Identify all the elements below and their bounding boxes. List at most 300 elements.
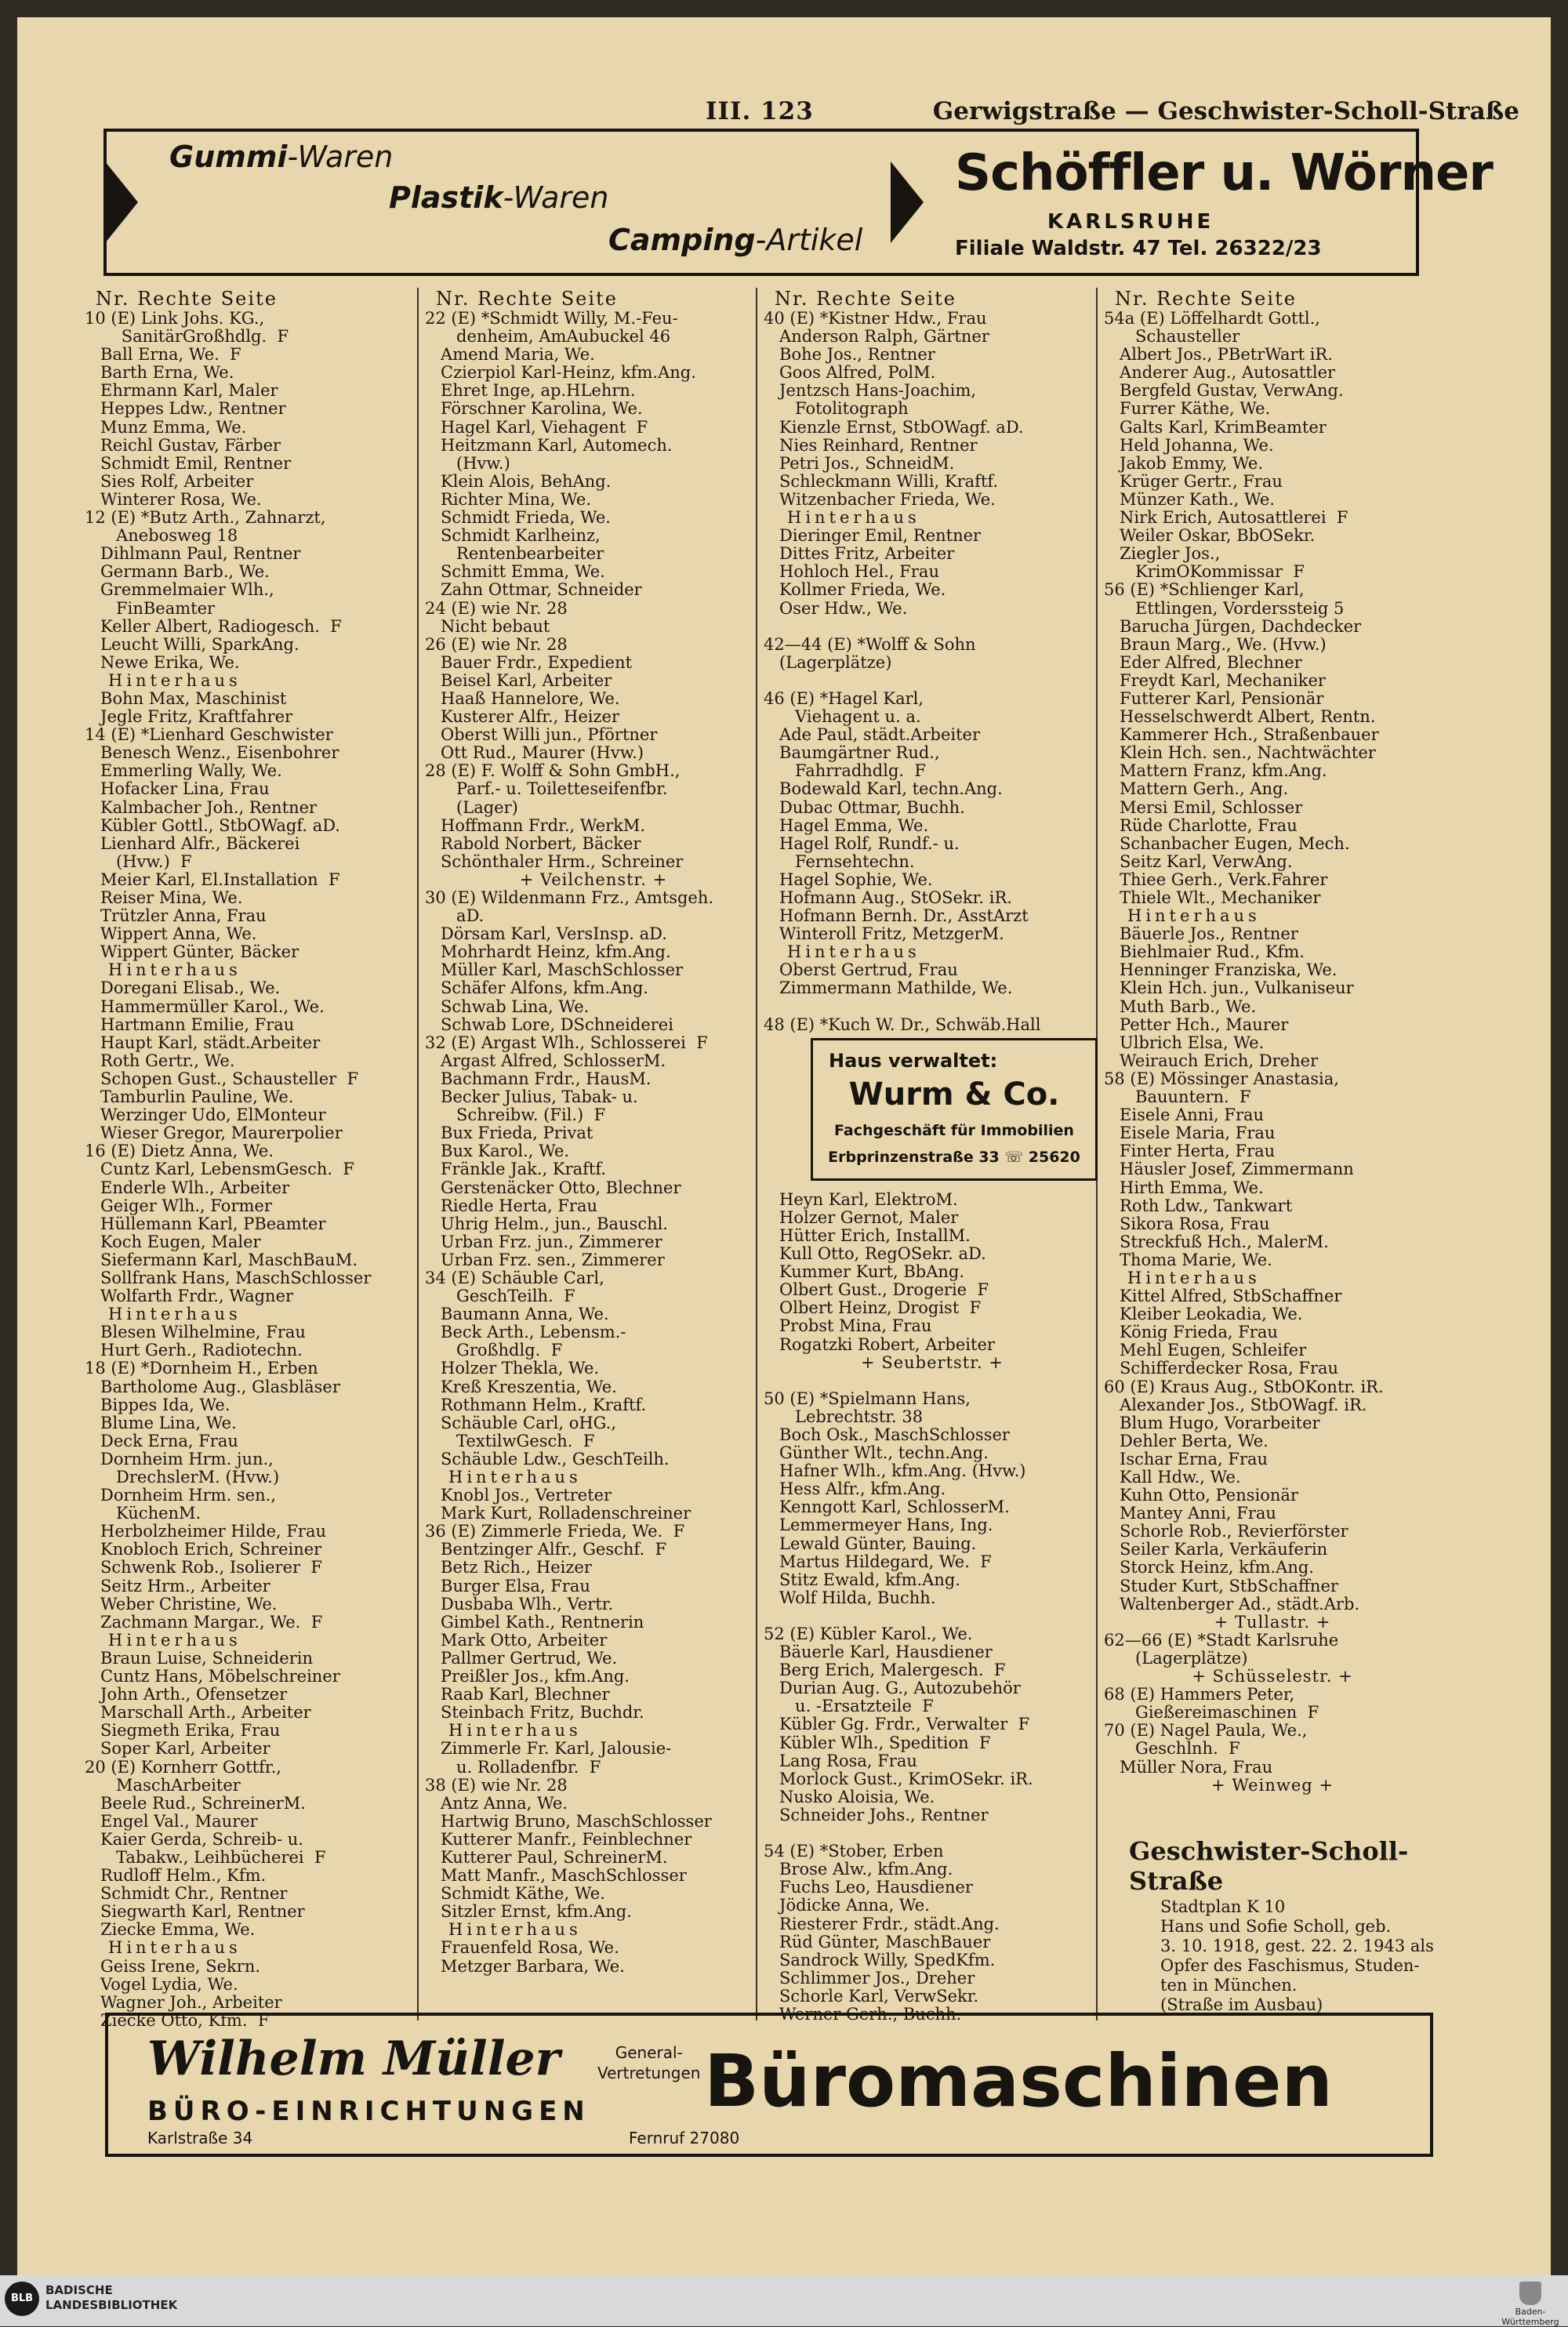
directory-entry: Hütter Erich, InstallM. (764, 1225, 971, 1245)
directory-entry: 14 (E) *Lienhard Geschwister (85, 725, 333, 745)
column-header: Nr. Rechte Seite (96, 288, 278, 310)
directory-entry: 40 (E) *Kistner Hdw., Frau (764, 309, 987, 328)
directory-entry: Schifferdecker Rosa, Frau (1104, 1359, 1339, 1378)
directory-entry: Bäuerle Karl, Hausdiener (764, 1643, 993, 1662)
directory-entry: 62—66 (E) *Stadt Karlsruhe (1104, 1630, 1339, 1650)
directory-entry: Witzenbacher Frieda, We. (764, 489, 996, 509)
directory-entry: Bippes Ida, We. (85, 1395, 230, 1414)
directory-entry: Braun Luise, Schneiderin (85, 1648, 313, 1668)
directory-entry: Rentenbearbeiter (425, 544, 604, 564)
directory-entry: Wippert Günter, Bäcker (85, 942, 299, 962)
directory-entry: Dornheim Hrm. sen., (85, 1486, 277, 1505)
directory-entry: Emmerling Wally, We. (85, 761, 282, 781)
directory-entry: Jakob Emmy, We. (1104, 453, 1264, 473)
directory-entry: Ehrmann Karl, Maler (85, 381, 278, 401)
directory-entry: Riedle Herta, Frau (425, 1196, 597, 1215)
directory-entry: Kalmbacher Joh., Rentner (85, 797, 318, 817)
directory-entry: Fuchs Leo, Hausdiener (764, 1878, 973, 1897)
directory-entry: Lang Rosa, Frau (764, 1751, 917, 1770)
rear-building-label: Hinterhaus (108, 1630, 241, 1650)
directory-entry: Burger Elsa, Frau (425, 1576, 590, 1596)
directory-entry: Fotolitograph (764, 399, 909, 419)
directory-entry: Amend Maria, We. (425, 345, 595, 365)
directory-entry: Kaier Gerda, Schreib- u. (85, 1829, 303, 1849)
directory-entry: Bodewald Karl, techn.Ang. (764, 779, 1003, 799)
directory-entry: (Lagerplätze) (764, 652, 892, 672)
directory-entry: Schorle Karl, VerwSekr. (764, 1986, 979, 2006)
directory-entry: Storck Heinz, kfm.Ang. (1104, 1558, 1314, 1577)
directory-entry: Metzger Barbara, We. (425, 1956, 625, 1976)
directory-entry: Viehagent u. a. (764, 707, 921, 727)
spacer (764, 672, 1101, 690)
directory-entry: 50 (E) *Spielmann Hans, (764, 1389, 971, 1408)
directory-entry: KüchenM. (85, 1504, 201, 1523)
directory-entry: Müller Karl, MaschSchlosser (425, 960, 684, 980)
directory-entry: Hafner Wlh., kfm.Ang. (Hvw.) (764, 1461, 1026, 1481)
directory-entry: 22 (E) *Schmidt Willy, M.-Feu- (425, 309, 678, 328)
directory-entry: (Hvw.) (425, 453, 510, 473)
directory-entry: Albert Jos., PBetrWart iR. (1104, 345, 1333, 365)
directory-entry: Wolf Hilda, Buchh. (764, 1588, 936, 1607)
directory-entry: 10 (E) Link Johs. KG., (85, 309, 265, 328)
column-header: Nr. Rechte Seite (1115, 288, 1297, 310)
directory-entry: Mantey Anni, Frau (1104, 1504, 1276, 1523)
directory-entry: 32 (E) Argast Wlh., Schlosserei F (425, 1033, 708, 1052)
directory-entry: Mattern Franz, kfm.Ang. (1104, 761, 1327, 781)
directory-entry: Schäfer Alfons, kfm.Ang. (425, 978, 648, 998)
directory-entry: Bergfeld Gustav, VerwAng. (1104, 381, 1344, 401)
directory-entry: DrechslerM. (Hvw.) (85, 1468, 280, 1487)
ad-label: Haus verwaltet: (829, 1050, 998, 1072)
directory-entry: Morlock Gust., KrimOSekr. iR. (764, 1769, 1033, 1788)
directory-entry: Geschlnh. F (1104, 1739, 1240, 1759)
directory-entry: 52 (E) Kübler Karol., We. (764, 1625, 973, 1643)
street-section-title: Geschwister-Scholl- Straße (1129, 1836, 1409, 1896)
directory-entry: Günther Wlt., techn.Ang. (764, 1443, 989, 1463)
street-note: 3. 10. 1918, gest. 22. 2. 1943 als (1160, 1937, 1434, 1955)
page-header (17, 97, 1551, 129)
directory-entry: Petri Jos., SchneidM. (764, 453, 955, 473)
directory-entry: Eisele Anni, Frau (1104, 1105, 1265, 1125)
directory-entry: Biehlmaier Rud., Kfm. (1104, 942, 1305, 962)
directory-entry: Oser Hdw., We. (764, 598, 908, 618)
ad-branch: Filiale Waldstr. 47 Tel. 26322/23 (955, 237, 1322, 260)
directory-entry: Parf.- u. Toiletteseifenfbr. (425, 779, 668, 799)
directory-entry: Sies Rolf, Arbeiter (85, 471, 254, 491)
directory-entry: 28 (E) F. Wolff & Sohn GmbH., (425, 761, 681, 781)
directory-entry: Jentzsch Hans-Joachim, (764, 381, 977, 401)
directory-entry: Bauuntern. F (1104, 1087, 1251, 1107)
directory-entry: SanitärGroßhdlg. F (85, 327, 289, 347)
directory-entry: Hofmann Aug., StOSekr. iR. (764, 888, 1012, 907)
directory-entry: Reiser Mina, We. (85, 888, 243, 907)
directory-entry: Urban Frz. jun., Zimmerer (425, 1232, 662, 1251)
directory-entry: Werner Gerh., Buchh. (764, 2004, 962, 2024)
directory-entry: Wagner Joh., Arbeiter (85, 1992, 282, 2012)
directory-entry: Kammerer Hch., Straßenbauer (1104, 725, 1379, 745)
rear-building-label: Hinterhaus (448, 1468, 582, 1487)
directory-entry: Anebosweg 18 (85, 526, 238, 546)
directory-entry: KrimOKommissar F (1104, 562, 1305, 582)
directory-entry: Nusko Aloisia, We. (764, 1787, 935, 1806)
directory-entry: Hoffmann Frdr., WerkM. (425, 815, 646, 835)
directory-entry: Haupt Karl, städt.Arbeiter (85, 1033, 321, 1052)
directory-entry: Zachmann Margar., We. F (85, 1612, 323, 1632)
directory-entry: Steinbach Fritz, Buchdr. (425, 1703, 644, 1723)
directory-entry: Kummer Kurt, BbAng. (764, 1262, 965, 1282)
rear-building-label: Hinterhaus (108, 1938, 241, 1958)
directory-entry: Freydt Karl, Mechaniker (1104, 670, 1326, 690)
directory-entry: 58 (E) Mössinger Anastasia, (1104, 1069, 1339, 1088)
directory-entry: Holzer Gernot, Maler (764, 1207, 959, 1227)
directory-entry: Kall Hdw., We. (1104, 1468, 1241, 1487)
cross-street-label: + Tullastr. + (1214, 1612, 1331, 1632)
library-logo-icon[interactable]: BLB (5, 2282, 39, 2316)
directory-entry: Schmidt Frieda, We. (425, 508, 611, 528)
directory-entry: Fernsehtechn. (764, 851, 915, 871)
cross-street-label: + Seubertstr. + (861, 1352, 1004, 1372)
directory-entry: (Hvw.) F (85, 851, 192, 871)
directory-entry: Schmidt Karlheinz, (425, 526, 601, 546)
directory-entry: Schmidt Chr., Rentner (85, 1884, 288, 1904)
column-header: Nr. Rechte Seite (436, 288, 618, 310)
directory-entry: GeschTeilh. F (425, 1287, 575, 1306)
directory-entry: Mattern Gerh., Ang. (1104, 779, 1289, 799)
directory-entry: Jegle Fritz, Kraftfahrer (85, 707, 293, 727)
directory-entry: Schwab Lina, We. (425, 997, 590, 1016)
directory-entry: Häusler Josef, Zimmermann (1104, 1160, 1354, 1179)
rear-building-label: Hinterhaus (1127, 906, 1261, 926)
ad-line-rubber: Gummi-Waren (169, 140, 394, 174)
directory-entry: Gremmelmaier Wlh., (85, 580, 274, 600)
directory-entry: Schorle Rob., Revierförster (1104, 1522, 1348, 1541)
directory-entry: Schwab Lore, DSchneiderei (425, 1015, 673, 1034)
street-note: (Straße im Ausbau) (1160, 1995, 1323, 2014)
directory-entry: Czierpiol Karl-Heinz, kfm.Ang. (425, 363, 696, 383)
ad-headline: Büromaschinen (704, 2039, 1333, 2123)
rear-building-label: Hinterhaus (787, 942, 920, 962)
directory-entry: 16 (E) Dietz Anna, We. (85, 1142, 274, 1161)
directory-entry: Dörsam Karl, VersInsp. aD. (425, 924, 667, 944)
rear-building-label: Hinterhaus (448, 1721, 582, 1741)
directory-entry: Held Johanna, We. (1104, 435, 1274, 455)
directory-entry: Nicht bebaut (425, 616, 550, 636)
directory-entry: Enderle Wlh., Arbeiter (85, 1178, 290, 1197)
directory-entry: Doregani Elisab., We. (85, 978, 281, 998)
directory-entry: Klein Hch. sen., Nachtwächter (1104, 743, 1376, 763)
directory-entry: 36 (E) Zimmerle Frieda, We. F (425, 1522, 685, 1541)
directory-entry: Martus Hildegard, We. F (764, 1552, 992, 1571)
directory-entry: Anderson Ralph, Gärtner (764, 327, 989, 347)
directory-entry: Wieser Gregor, Maurerpolier (85, 1124, 343, 1143)
directory-entry: Olbert Gust., Drogerie F (764, 1280, 989, 1300)
directory-entry: Eisele Maria, Frau (1104, 1124, 1276, 1143)
directory-entry: Galts Karl, KrimBeamter (1104, 417, 1327, 437)
ad-firm-name: Wurm & Co. (848, 1076, 1060, 1113)
directory-entry: Kleiber Leokadia, We. (1104, 1305, 1303, 1324)
directory-entry: Wippert Anna, We. (85, 924, 257, 944)
directory-entry: Schäuble Carl, oHG., (425, 1413, 617, 1432)
property-management-ad (811, 1038, 1098, 1181)
directory-entry: Hohloch Hel., Frau (764, 562, 939, 582)
directory-entry: Hirth Emma, We. (1104, 1178, 1264, 1197)
directory-entry: Sollfrank Hans, MaschSchlosser (85, 1268, 372, 1287)
directory-entry: Cuntz Hans, Möbelschreiner (85, 1667, 340, 1686)
directory-entry: Nies Reinhard, Rentner (764, 435, 978, 455)
directory-entry: Rabold Norbert, Bäcker (425, 833, 641, 853)
directory-entry: Deck Erna, Frau (85, 1431, 238, 1450)
directory-entry: Ball Erna, We. F (85, 345, 241, 365)
library-name: BADISCHE LANDESBIBLIOTHEK (45, 2283, 178, 2312)
directory-entry: Krüger Gertr., Frau (1104, 471, 1283, 491)
directory-entry: Muth Barb., We. (1104, 997, 1257, 1016)
directory-entry: Schausteller (1104, 327, 1240, 347)
directory-entry: 38 (E) wie Nr. 28 (425, 1775, 568, 1795)
directory-entry: Bentzinger Alfr., Geschf. F (425, 1540, 667, 1559)
directory-entry: 24 (E) wie Nr. 28 (425, 598, 568, 618)
directory-entry: Blum Hugo, Vorarbeiter (1104, 1413, 1320, 1432)
directory-entry: Sitzler Ernst, kfm.Ang. (425, 1902, 632, 1922)
directory-entry: König Frieda, Frau (1104, 1323, 1278, 1342)
directory-entry: Weirauch Erich, Dreher (1104, 1051, 1319, 1070)
directory-entry: Bohn Max, Maschinist (85, 688, 287, 708)
directory-entry: Knobl Jos., Vertreter (425, 1486, 612, 1505)
directory-entry: Zimmerle Fr. Karl, Jalousie- (425, 1739, 672, 1759)
directory-entry: Beisel Karl, Arbeiter (425, 670, 612, 690)
directory-entry: Bux Frieda, Privat (425, 1124, 593, 1143)
street-note: Stadtplan K 10 (1160, 1897, 1286, 1916)
directory-entry: Futterer Karl, Pensionär (1104, 688, 1324, 708)
directory-entry: Werzinger Udo, ElMonteur (85, 1105, 326, 1125)
directory-entry: Riesterer Frdr., städt.Ang. (764, 1914, 1000, 1933)
directory-entry: Lienhard Alfr., Bäckerei (85, 833, 300, 853)
directory-entry: Olbert Heinz, Drogist F (764, 1298, 982, 1318)
directory-entry: Schanbacher Eugen, Mech. (1104, 833, 1350, 853)
directory-entry: Schopen Gust., Schausteller F (85, 1069, 359, 1088)
directory-entry: Weiler Oskar, BbOSekr. (1104, 526, 1316, 546)
directory-entry: Waltenberger Ad., städt.Arb. (1104, 1594, 1360, 1614)
directory-column-4 (1104, 288, 1441, 2013)
directory-entry: Antz Anna, We. (425, 1793, 568, 1813)
directory-entry: Schmitt Emma, We. (425, 562, 605, 582)
spacer (764, 998, 1101, 1016)
directory-entry: Lewald Günter, Bauing. (764, 1534, 977, 1553)
directory-entry: Goos Alfred, PolM. (764, 363, 936, 383)
directory-entry: Thoma Marie, We. (1104, 1250, 1272, 1269)
directory-entry: Ziecke Otto, Kfm. F (85, 2010, 270, 2030)
directory-entry: Bachmann Frdr., HausM. (425, 1069, 652, 1088)
directory-entry: u. -Ersatzteile F (764, 1697, 934, 1716)
directory-entry: Betz Rich., Heizer (425, 1558, 592, 1577)
directory-entry: Jödicke Anna, We. (764, 1896, 930, 1915)
directory-entry: Roth Ldw., Tankwart (1104, 1196, 1293, 1215)
directory-entry: Fränkle Jak., Kraftf. (425, 1160, 607, 1179)
directory-entry: Hurt Gerh., Radiotechn. (85, 1341, 303, 1360)
spacer (764, 618, 1101, 636)
directory-entry: Herbolzheimer Hilde, Frau (85, 1522, 327, 1541)
directory-entry: Probst Mina, Frau (764, 1316, 932, 1336)
directory-entry: Studer Kurt, StbSchaffner (1104, 1576, 1338, 1596)
directory-entry: Blume Lina, We. (85, 1413, 237, 1432)
directory-entry: Weber Christine, We. (85, 1594, 278, 1614)
directory-entry: Ziegler Jos., (1104, 544, 1221, 564)
directory-entry: Schleckmann Willi, Kraftf. (764, 471, 999, 491)
directory-entry: Geiger Wlh., Former (85, 1196, 272, 1215)
arrow-icon (891, 162, 924, 243)
directory-entry: Siegwarth Karl, Rentner (85, 1902, 305, 1922)
directory-entry: 26 (E) wie Nr. 28 (425, 634, 568, 654)
ad-firm-name: Schöffler u. Wörner (955, 144, 1493, 202)
rear-building-label: Hinterhaus (787, 508, 920, 528)
directory-entry: Ischar Erna, Frau (1104, 1449, 1269, 1468)
spacer (764, 1607, 1101, 1625)
directory-entry: Heppes Ldw., Rentner (85, 399, 286, 419)
directory-entry: Benesch Wenz., Eisenbohrer (85, 743, 339, 763)
ad-subtitle: BÜRO-EINRICHTUNGEN (147, 2096, 590, 2127)
directory-entry: Barucha Jürgen, Dachdecker (1104, 616, 1362, 636)
directory-entry: Argast Alfred, SchlosserM. (425, 1051, 666, 1070)
directory-entry: Baumann Anna, We. (425, 1305, 609, 1324)
bottom-advertisement (105, 2013, 1433, 2157)
directory-entry: Kübler Gg. Frdr., Verwalter F (764, 1715, 1030, 1734)
directory-entry: Bäuerle Jos., Rentner (1104, 924, 1298, 944)
directory-entry: Seitz Hrm., Arbeiter (85, 1576, 270, 1596)
directory-entry: Tamburlin Pauline, We. (85, 1087, 294, 1107)
directory-entry: Münzer Kath., We. (1104, 489, 1275, 509)
directory-entry: Schönthaler Hrm., Schreiner (425, 851, 684, 871)
directory-entry: (Lager) (425, 797, 518, 817)
directory-entry: Dusbaba Wlh., Vertr. (425, 1594, 614, 1614)
directory-entry: Preißler Jos., kfm.Ang. (425, 1667, 630, 1686)
directory-entry: Tabakw., Leihbücherei F (85, 1847, 326, 1867)
directory-entry: Förschner Karolina, We. (425, 399, 643, 419)
directory-entry: Klein Alois, BehAng. (425, 471, 612, 491)
directory-entry: Hagel Sophie, We. (764, 869, 933, 889)
directory-entry: Winterer Rosa, We. (85, 489, 262, 509)
directory-entry: 54a (E) Löffelhardt Gottl., (1104, 309, 1320, 328)
directory-entry: Nirk Erich, Autosattlerei F (1104, 508, 1348, 528)
directory-entry: Dieringer Emil, Rentner (764, 526, 982, 546)
directory-entry: Heitzmann Karl, Automech. (425, 435, 673, 455)
directory-entry: Hofmann Bernh. Dr., AsstArzt (764, 906, 1029, 926)
viewer-footer (0, 2275, 1568, 2326)
directory-entry: Ade Paul, städt.Arbeiter (764, 725, 981, 745)
directory-entry: Dittes Fritz, Arbeiter (764, 544, 955, 564)
directory-entry: MaschArbeiter (85, 1775, 241, 1795)
directory-entry: Alexander Jos., StbOWagf. iR. (1104, 1395, 1367, 1414)
directory-entry: Sikora Rosa, Frau (1104, 1214, 1270, 1233)
directory-entry: Rüd Günter, MaschBauer (764, 1932, 991, 1951)
directory-entry: Furrer Käthe, We. (1104, 399, 1271, 419)
directory-entry: Hammermüller Karol., We. (85, 997, 325, 1016)
directory-entry: Rüde Charlotte, Frau (1104, 815, 1298, 835)
directory-entry: Berg Erich, Malergesch. F (764, 1661, 1006, 1680)
directory-entry: Raab Karl, Blechner (425, 1685, 610, 1704)
directory-entry: Bohe Jos., Rentner (764, 345, 935, 365)
directory-entry: 68 (E) Hammers Peter, (1104, 1685, 1295, 1704)
directory-entry: Soper Karl, Arbeiter (85, 1739, 270, 1759)
directory-entry: Schreibw. (Fil.) F (425, 1105, 606, 1125)
directory-entry: Keller Albert, Radiogesch. F (85, 616, 342, 636)
directory-entry: Schneider Johs., Rentner (764, 1805, 989, 1824)
street-note: ten in München. (1160, 1976, 1298, 1995)
ad-phone: Fernruf 27080 (629, 2129, 740, 2147)
directory-entry: Gerstenäcker Otto, Blechner (425, 1178, 681, 1197)
page-title: Gerwigstraße — Geschwister-Scholl-Straße (932, 97, 1519, 125)
arrow-icon (105, 162, 138, 243)
directory-entry: 56 (E) *Schlienger Karl, (1104, 580, 1305, 600)
directory-entry: 30 (E) Wildenmann Frz., Amtsgeh. (425, 888, 714, 907)
cross-street-label: + Veilchenstr. + (519, 869, 668, 889)
directory-entry: Rogatzki Robert, Arbeiter (764, 1334, 995, 1354)
directory-entry: Heyn Karl, ElektroM. (764, 1189, 958, 1209)
directory-column-1 (85, 288, 422, 2030)
directory-entry: Vogel Lydia, We. (85, 1974, 238, 1994)
directory-entry: Kutterer Paul, SchreinerM. (425, 1847, 668, 1867)
directory-entry: Hartmann Emilie, Frau (85, 1015, 295, 1034)
cross-street-label: + Weinweg + (1211, 1775, 1334, 1795)
column-header: Nr. Rechte Seite (775, 288, 956, 310)
directory-entry: Brose Alw., kfm.Ang. (764, 1860, 953, 1879)
directory-entry: Dihlmann Paul, Rentner (85, 544, 301, 564)
directory-entry: John Arth., Ofensetzer (85, 1685, 288, 1704)
directory-entry: Ott Rud., Maurer (Hvw.) (425, 743, 644, 763)
directory-entry: Mersi Emil, Schlosser (1104, 797, 1303, 817)
spacer (764, 1824, 1101, 1842)
ad-role: General- Vertretungen (597, 2043, 701, 2082)
directory-entry: Germann Barb., We. (85, 562, 270, 582)
ad-address: Erbprinzenstraße 33 ☏ 25620 (828, 1149, 1080, 1166)
directory-entry: Kittel Alfred, StbSchaffner (1104, 1287, 1342, 1306)
directory-entry: Hüllemann Karl, PBeamter (85, 1214, 326, 1233)
directory-entry: Beck Arth., Lebensm.- (425, 1323, 626, 1342)
directory-entry: Sandrock Willy, SpedKfm. (764, 1950, 996, 1969)
directory-entry: Kull Otto, RegOSekr. aD. (764, 1244, 986, 1264)
directory-entry: Finter Herta, Frau (1104, 1142, 1276, 1161)
directory-entry: Reichl Gustav, Färber (85, 435, 281, 455)
directory-entry: Schlimmer Jos., Dreher (764, 1968, 975, 1988)
directory-entry: Hagel Emma, We. (764, 815, 929, 835)
directory-entry: Stitz Ewald, kfm.Ang. (764, 1570, 960, 1589)
directory-entry: Wolfarth Frdr., Wagner (85, 1287, 294, 1306)
directory-entry: Matt Manfr., MaschSchlosser (425, 1866, 687, 1886)
directory-entry: Siegmeth Erika, Frau (85, 1721, 281, 1741)
rear-building-label: Hinterhaus (1127, 1268, 1261, 1287)
directory-entry: Dehler Berta, We. (1104, 1431, 1269, 1450)
directory-entry: Ziecke Emma, We. (85, 1920, 256, 1940)
street-note: Hans und Sofie Scholl, geb. (1160, 1917, 1392, 1936)
directory-entry: Kutterer Manfr., Feinblechner (425, 1829, 692, 1849)
directory-entry: Boch Osk., MaschSchlosser (764, 1425, 1010, 1444)
directory-entry: Bartholome Aug., Glasbläser (85, 1377, 340, 1396)
ad-company-name: Wilhelm Müller (147, 2031, 561, 2086)
directory-entry: Hofacker Lina, Frau (85, 779, 270, 799)
directory-column-2 (425, 288, 762, 2013)
directory-entry: Lemmermeyer Hans, Ing. (764, 1516, 993, 1535)
ad-line-camping: Camping-Artikel (608, 223, 863, 257)
directory-entry: Rothmann Helm., Kraftf. (425, 1395, 647, 1414)
directory-entry: Siefermann Karl, MaschBauM. (85, 1250, 358, 1269)
directory-entry: 48 (E) *Kuch W. Dr., Schwäb.Hall (764, 1015, 1041, 1034)
directory-entry: Anderer Aug., Autosattler (1104, 363, 1336, 383)
directory-entry: Thiee Gerh., Verk.Fahrer (1104, 869, 1328, 889)
directory-entry: FinBeamter (85, 598, 216, 618)
state-crest: Baden-Württemberg (1499, 2282, 1562, 2327)
directory-entry: Baumgärtner Rud., (764, 743, 940, 763)
directory-entry: Mark Kurt, Rolladenschreiner (425, 1504, 691, 1523)
rear-building-label: Hinterhaus (108, 960, 241, 980)
directory-entry: Hagel Karl, Viehagent F (425, 417, 648, 437)
